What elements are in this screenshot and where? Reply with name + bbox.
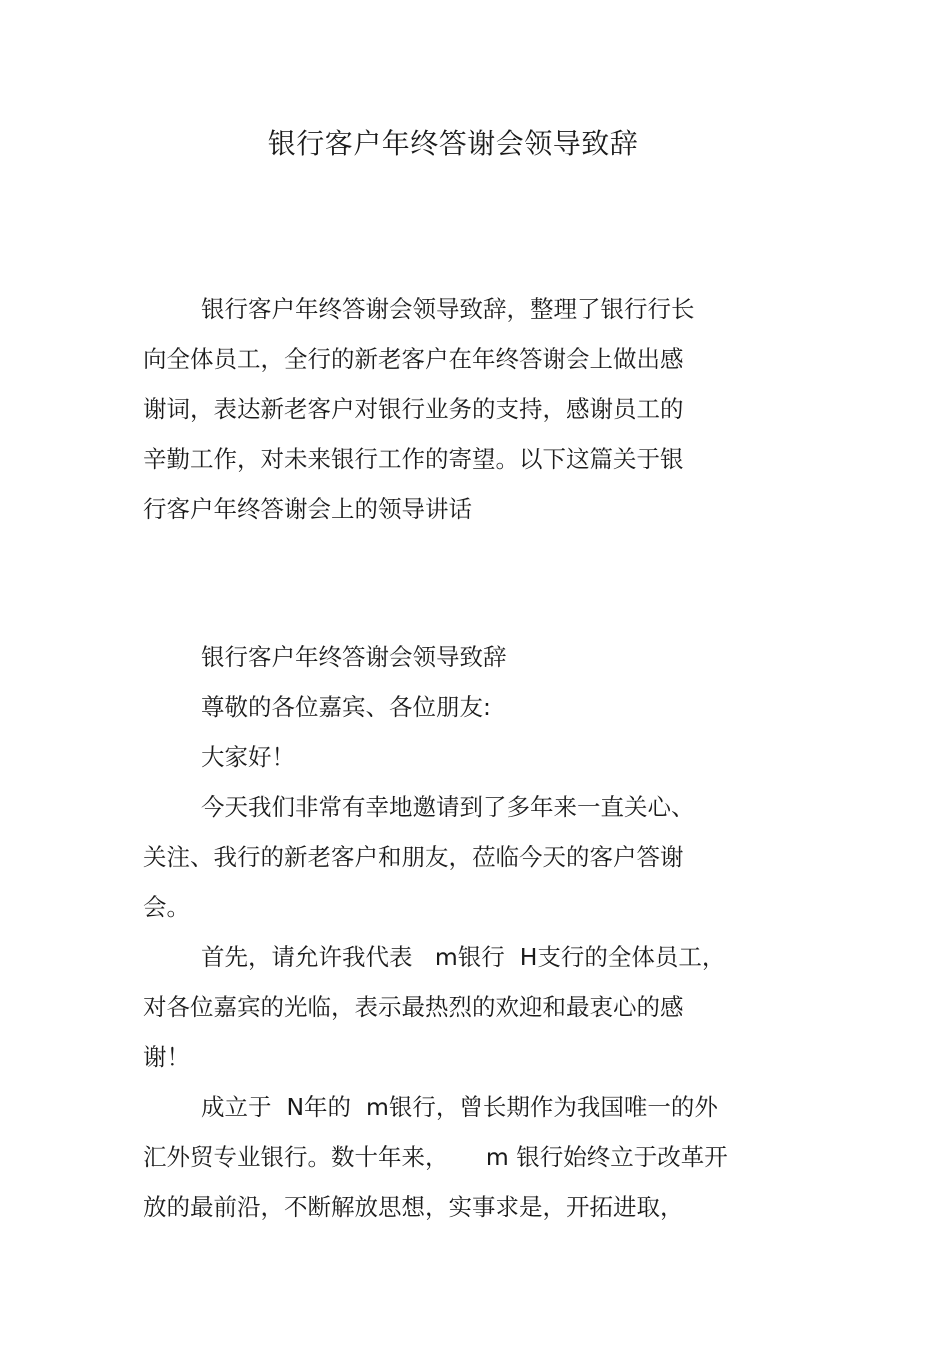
speech-para3-line: 成立于 N年的 m银行，曾长期作为我国唯一的外 bbox=[201, 1093, 718, 1121]
document-title: 银行客户年终答谢会领导致辞 bbox=[267, 127, 639, 160]
speech-para2-line: 首先，请允许我代表 m银行 H支行的全体员工， bbox=[201, 943, 726, 971]
speech-para1-line: 会。 bbox=[143, 893, 190, 921]
intro-paragraph bbox=[143, 284, 783, 534]
speech-para1-line: 关注、我行的新老客户和朋友，莅临今天的客户答谢 bbox=[143, 843, 684, 871]
intro-line: 辛勤工作，对未来银行工作的寄望。以下这篇关于银 bbox=[143, 445, 684, 473]
speech-para2-line: 对各位嘉宾的光临，表示最热烈的欢迎和最衷心的感 bbox=[143, 993, 684, 1021]
speech-para1-line: 今天我们非常有幸地邀请到了多年来一直关心、 bbox=[201, 793, 695, 821]
speech-salutation: 尊敬的各位嘉宾、各位朋友: bbox=[201, 693, 491, 721]
speech-para3-line: 放的最前沿，不断解放思想，实事求是，开拓进取， bbox=[143, 1193, 684, 1221]
intro-line: 行客户年终答谢会上的领导讲话 bbox=[143, 495, 472, 523]
intro-line: 向全体员工，全行的新老客户在年终答谢会上做出感 bbox=[143, 345, 684, 373]
speech-para2-line: 谢！ bbox=[143, 1043, 190, 1071]
speech-heading: 银行客户年终答谢会领导致辞 bbox=[201, 643, 507, 671]
speech-body bbox=[143, 632, 783, 1232]
speech-para3-line: 汇外贸专业银行。数十年来， m 银行始终立于改革开 bbox=[143, 1143, 728, 1171]
intro-line: 银行客户年终答谢会领导致辞，整理了银行行长 bbox=[201, 295, 695, 323]
intro-line: 谢词，表达新老客户对银行业务的支持，感谢员工的 bbox=[143, 395, 684, 423]
speech-greeting: 大家好！ bbox=[201, 743, 295, 771]
